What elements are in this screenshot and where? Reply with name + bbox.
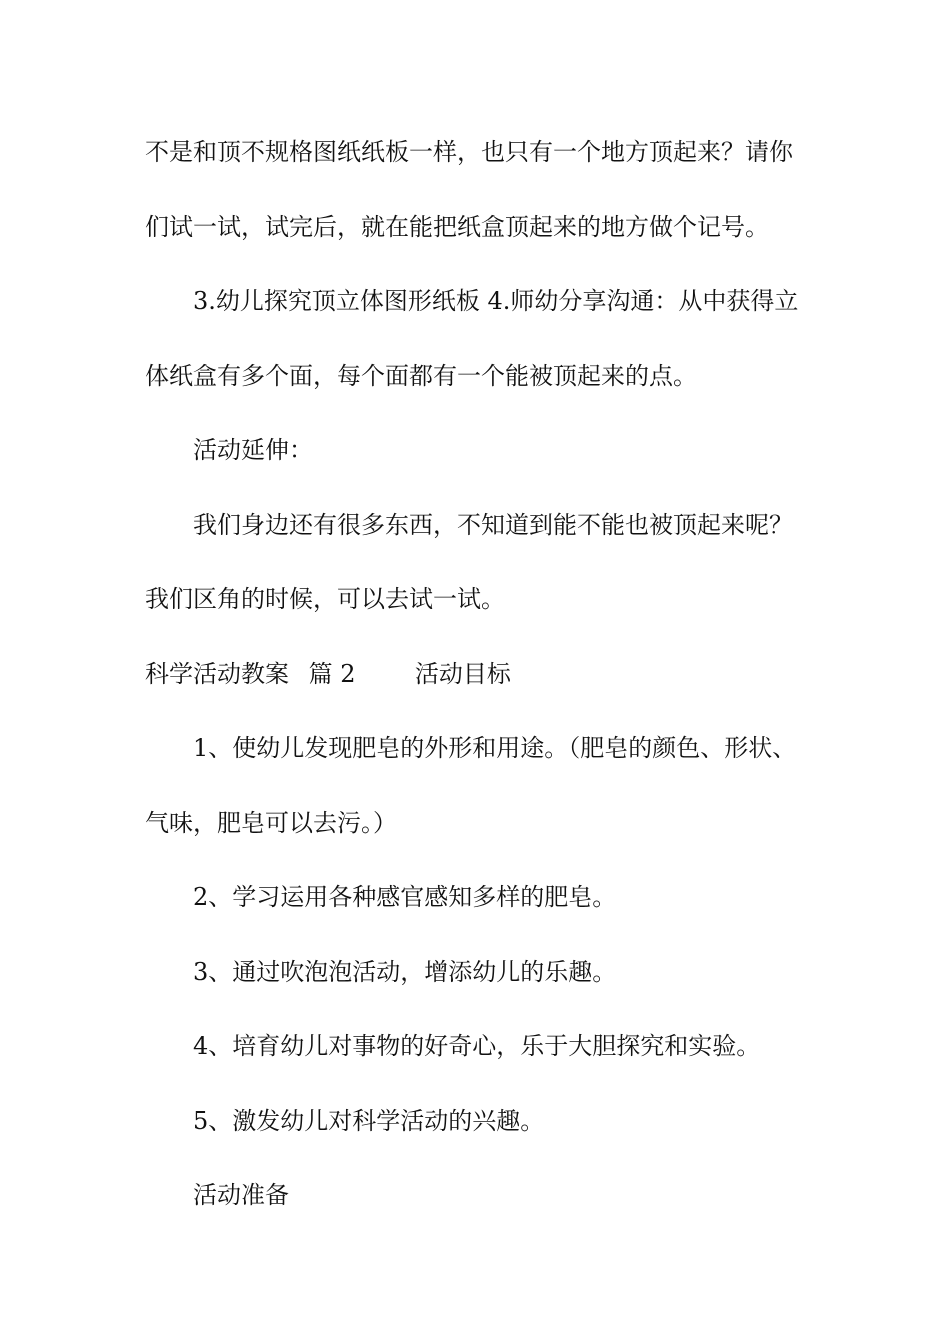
section-title: 科学活动教案 [145,660,289,688]
goal-item: 5、激发幼儿对科学活动的兴趣。 [193,1107,545,1135]
goal-item: 1、使幼儿发现肥皂的外形和用途。（肥皂的颜色、形状、 [193,734,797,762]
section-subtitle: 活动目标 [414,660,511,688]
goal-item: 2、学习运用各种感官感知多样的肥皂。 [193,883,617,911]
section-part: 篇 2 [308,660,356,688]
goal-item: 3、通过吹泡泡活动，增添幼儿的乐趣。 [193,958,617,986]
paragraph-line: 体纸盒有多个面，每个面都有一个能被顶起来的点。 [145,362,697,390]
section-heading [145,659,825,689]
paragraph-line: 们试一试，试完后，就在能把纸盒顶起来的地方做个记号。 [145,213,769,241]
subheading-activity-preparation: 活动准备 [193,1181,289,1209]
paragraph-line: 我们区角的时候，可以去试一试。 [145,585,505,613]
subheading-activity-extension: 活动延伸： [193,436,313,464]
paragraph-line: 我们身边还有很多东西，不知道到能不能也被顶起来呢？ [193,511,793,539]
goal-item: 4、培育幼儿对事物的好奇心，乐于大胆探究和实验。 [193,1032,761,1060]
paragraph-line: 不是和顶不规格图纸纸板一样，也只有一个地方顶起来？请你 [145,138,793,166]
paragraph-line: 气味，肥皂可以去污。） [145,809,397,837]
paragraph-line: 3.幼儿探究顶立体图形纸板 4.师幼分享沟通：从中获得立 [193,287,799,315]
